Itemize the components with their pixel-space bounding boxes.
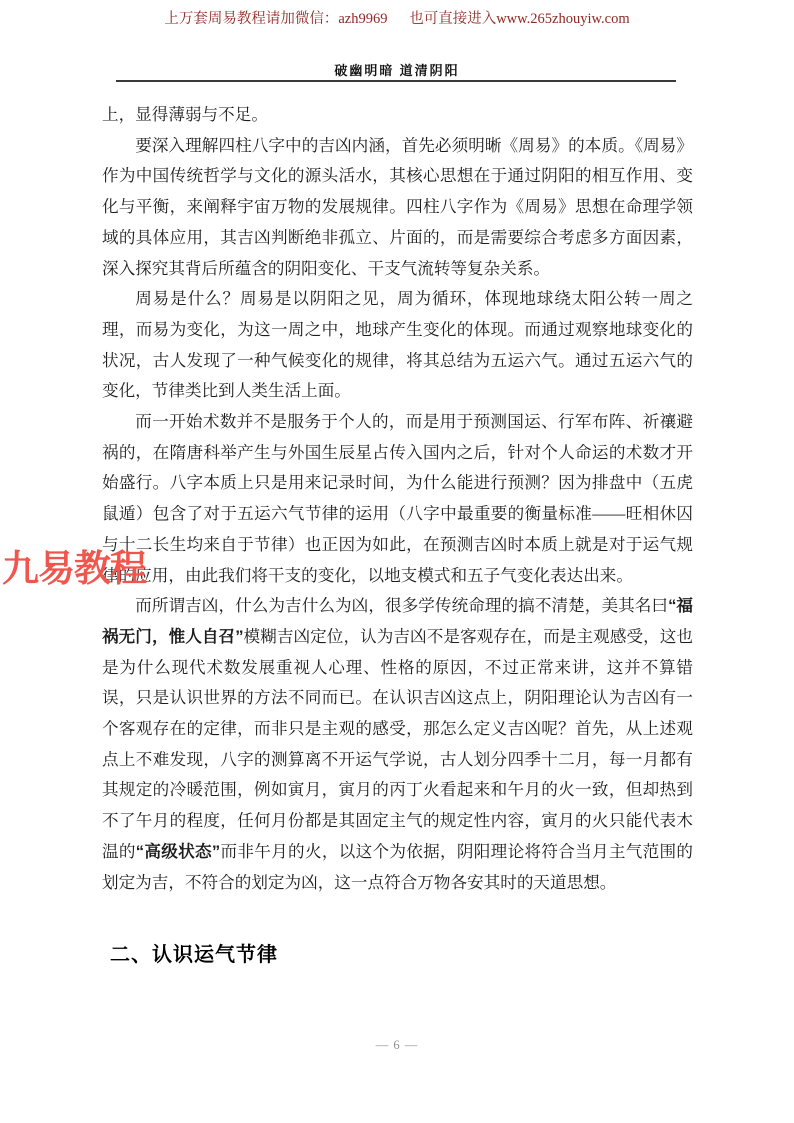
watermark: 九易教程	[2, 548, 146, 589]
text-segment: 周易是什么？周易是以阴阳之见，周为循环，体现地球绕太阳公转一周之理，而易为变化，为这一周之中，地球产生变化的体现。而通过观察地球变化的状况，古人发现了一种气候变化的规律，将其总结为五运六气。通过五运六气的变化，节律类比到人类生活上面。	[102, 289, 693, 401]
body-text	[102, 100, 693, 898]
text-segment: 而所谓吉凶，什么为吉什么为凶，很多学传统命理的搞不清楚，美其名曰	[135, 596, 669, 616]
paragraph	[102, 284, 693, 407]
running-header-title: 破幽明暗 道清阴阳	[334, 63, 460, 78]
paragraph	[102, 131, 693, 285]
text-segment: 要深入理解四柱八字中的吉凶内涵，首先必须明晰《周易》的本质。《周易》作为中国传统哲学与文化的源头活水，其核心思想在于通过阴阳的相互作用、变化与平衡，来阐释宇宙万物的发展规律。四柱八字作为《周易》思想在命理学领域的具体应用，其吉凶判断绝非孤立、片面的，而是需要综合考虑多方面因素，深入探究其背后所蕴含的阴阳变化、干支气流转等复杂关系。	[102, 135, 693, 278]
bold-text-segment: “高级状态”	[135, 841, 221, 861]
paragraph	[102, 591, 693, 898]
page-number: — 6 —	[375, 1038, 419, 1052]
section-heading: 二、认识运气节律	[110, 944, 278, 966]
text-segment: 模糊吉凶定位，认为吉凶不是客观存在，而是主观感受，这也是为什么现代术数发展重视人心理、性格的原因，不过正常来讲，这并不算错误，只是认识世界的方法不同而已。在认识吉凶这点上，阴阳理论认为吉凶有一个客观存在的定律，而非只是主观的感受，那怎么定义吉凶呢？首先，从上述观点上不难发现，八字的测算离不开运气学说，古人划分四季十二月，每一月都有其规定的冷暖范围，例如寅月，寅月的丙丁火看起来和午月的火一致，但却热到不了午月的程度，任何月份都是其固定主气的规定性内容，寅月的火只能代表木温的	[102, 626, 694, 861]
promo-banner: 上万套周易教程请加微信：azh9969 也可直接进入www.265zhouyiw.com	[164, 11, 630, 27]
paragraph	[102, 100, 693, 131]
text-segment: 而非午月的火，以这个为依据，阴阳理论将符合当月主气范围的划定为吉，不符合的划定为凶，这一点符合万物各安其时的天道思想。	[102, 841, 694, 892]
text-segment: 而一开始术数并不是服务于个人的，而是用于预测国运、行军布阵、祈禳避祸的，在隋唐科举产生与外国生辰星占传入国内之后，针对个人命运的术数才开始盛行。八字本质上只是用来记录时间，为什么能进行预测？因为排盘中（五虎鼠遁）包含了对于五运六气节律的运用（八字中最重要的衡量标准——旺相休囚与十二长生均来自于节律）也正因为如此，在预测吉凶时本质上就是对于运气规律的应用，由此我们将干支的变化，以地支模式和五子气变化表达出来。	[102, 412, 693, 585]
paragraph	[102, 407, 693, 591]
bold-text-segment: “福祸无门，惟人自召”	[102, 596, 694, 646]
header-rule	[116, 80, 676, 82]
text-segment: 上，显得薄弱与不足。	[102, 105, 268, 124]
